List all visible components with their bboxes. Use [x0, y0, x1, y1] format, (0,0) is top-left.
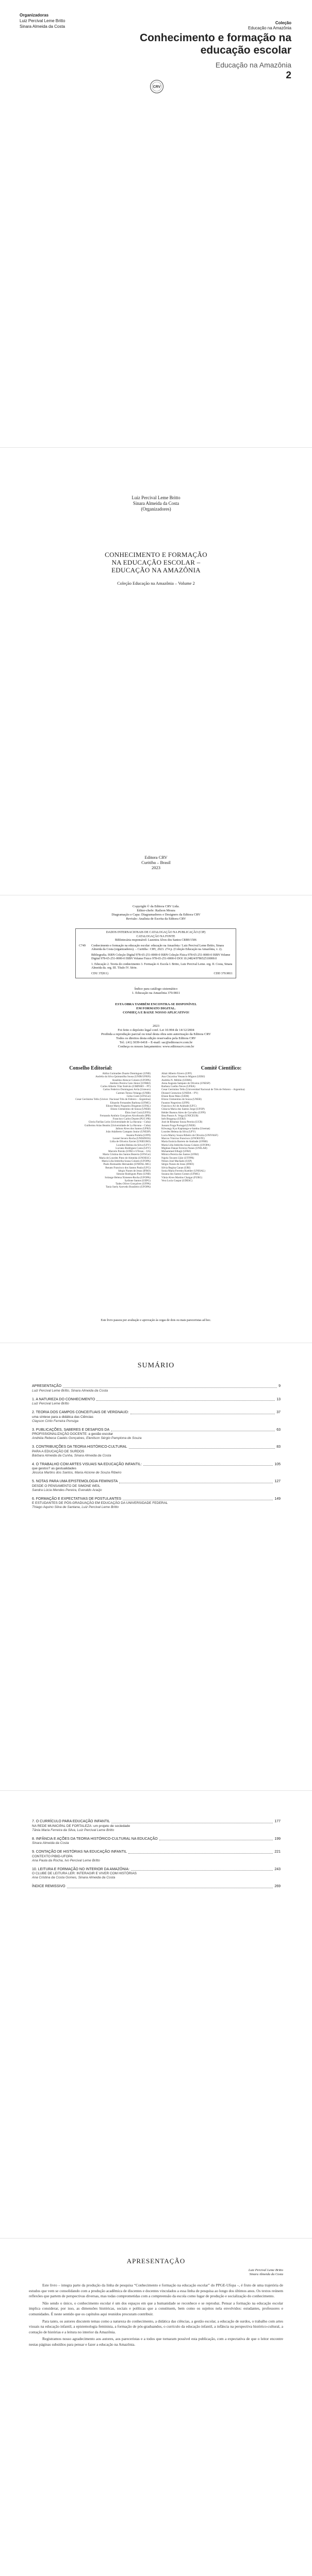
toc-entry[interactable] [32, 1868, 281, 1880]
council-member: Solange Helena Ximenes-Rocha (UFOPA) [105, 1176, 151, 1179]
council-member: Leonel Severo Rocha (UNISINOS) [112, 1137, 151, 1140]
address-line: Proibida a reprodução parcial ou total desta obra sem autorização da Editora CRV [101, 1032, 211, 1036]
toc-entry-title: 3. CONTRIBUIÇÕES DA TEORIA HISTÓRICO-CULTURAL [32, 1445, 127, 1449]
toc-entry-authors: Luiz Percival Leme Britto [32, 1402, 69, 1405]
catalog-paragraph: Conhecimento e formação na educação escolar: educação na Amazônia / Luiz Percival Leme Britto, Sinara Almeida da Costa (organizadores). – Curitiba : CRV, 2023. 274 p. (Coleção Educação na Amazônia, v. 2). [91, 944, 224, 951]
council-member: Antônio Pereira Gaio Júnior (UFRRJ) [110, 1081, 151, 1085]
catalog-entry [79, 944, 233, 976]
author-line: Sinara Almeida da Costa [133, 501, 179, 506]
toc-entry-line [32, 1411, 281, 1415]
council-member: Sydione Santos (UEPG) [124, 1179, 151, 1182]
toc-entry-line [32, 1885, 281, 1889]
council-member: Elizeu Clementino de Souza (UNEB) [110, 1108, 151, 1111]
toc-entry[interactable] [32, 1885, 281, 1889]
catalog-body [91, 944, 233, 976]
toc-entry-subtitle: E ESTUDANTES DE PÓS-GRADUAÇÃO EM EDUCAÇÃO DA UNIVERSIDADE FEDERAL [32, 1501, 168, 1505]
toc-entry-line [32, 1850, 281, 1855]
toc-entry[interactable] [32, 1398, 281, 1406]
toc-entry-title: 4. O TRABALHO COM ARTES VISUAIS NA EDUCAÇÃO INFANTIL: [32, 1462, 142, 1466]
catalog-paragraph: 1. Educação 2. Teoria do conhecimento 3. Formação 4. Escola I. Britto, Luiz Percival Leme. org. II. Costa, Sinara Almeida da. org. III. Título IV. Série. [91, 962, 233, 970]
toc-page-number: 269 [274, 1885, 281, 1888]
toc-entry-subtitle: PARA A EDUCAÇÃO DE SURDOS [32, 1449, 85, 1453]
council-member: Sonia Maria Ferreira Koehler (UNISAL) [161, 1169, 205, 1173]
toc-entry-authors: Andréia Rebeca Caetés Gonçalves, Elenilson Sérgio Pamplona de Souza [32, 1436, 142, 1440]
council-member: Kilwangy Kya Kapitango-a-Samba (Unemat) [161, 1127, 210, 1131]
address-line: Foi feito o depósito legal conf. Lei 10.994 de 14/12/2004 [118, 1028, 194, 1032]
summary-page [0, 1343, 312, 1791]
council-member: Simone Rodrigues Pinto (UNB) [116, 1173, 151, 1176]
toc-entry-title: 8. INFÂNCIA E AÇÕES DA TEORIA HISTÓRICO-CULTURAL NA EDUCAÇÃO [32, 1837, 158, 1841]
toc-entry[interactable] [32, 1411, 281, 1423]
index-line: 1. Educação na Amazônia 370.9811 [132, 991, 180, 995]
council-member: Eliane Rose Maio (UEM) [161, 1095, 189, 1098]
toc-page-number: 105 [274, 1462, 281, 1466]
toc-entry-title: 6. FORMAÇÃO E EXPECTATIVAS DE POSTULANTES [32, 1497, 122, 1501]
title-page-collection: Coleção Educação na Amazônia – Volume 2 [117, 581, 195, 586]
council-member: Suzana dos Santos Gomes (UFMG) [161, 1173, 200, 1176]
toc-leader-dots [143, 1465, 273, 1466]
cover-collection [248, 21, 291, 31]
toc-entry-title: 10. LEITURA E FORMAÇÃO NO INTERIOR DA AMAZÔNIA: [32, 1867, 130, 1871]
presentation-title: APRESENTAÇÃO [126, 2257, 186, 2265]
toc-page-number: 9 [278, 1384, 281, 1388]
presentation-page [0, 2239, 312, 2576]
toc-entry-authors: Luiz Percival Leme Britto, Sinara Almeida da Costa [32, 1388, 108, 1393]
toc-entry-line [32, 1820, 281, 1824]
toc-entry-line [32, 1445, 281, 1450]
council-member: Andréia N. Militão (UEMS) [161, 1078, 192, 1082]
cover-page [0, 0, 312, 448]
council-member: Silvia Regina Canan (URI) [161, 1166, 191, 1170]
editorial-council [31, 1065, 151, 1189]
council-member: Cesar Gerônimo Tello (Univer .Nacional Três de Febrero – Argentina) [75, 1098, 151, 1101]
index-block [0, 987, 312, 995]
toc-entry-subtitle: O CLUBE DE LEITURA LER: INTERAGIR E VIVER COM HISTÓRIAS [32, 1872, 137, 1875]
toc-entry[interactable] [32, 1497, 281, 1510]
toc-entry-line [32, 1398, 281, 1402]
toc-entry-subtitle: PROFISSIONALIZAÇÃO DOCENTE: a gestão escolar [32, 1432, 113, 1436]
presentation-body [29, 2283, 283, 2349]
council-member: Celso Conti (UFSCar) [126, 1095, 151, 1098]
address-line: Todos os direitos desta edição reservados pela Editora CRV [116, 1037, 196, 1040]
scientific-council-list [161, 1072, 281, 1182]
council-member: Jussara Fraga Portugal (UNEB) [161, 1124, 195, 1127]
toc-entry-subtitle: uma síntese para a didática das Ciências [32, 1415, 93, 1419]
copyright-line: Diagramação e Capa: Diagramadores e Designers da Editora CRV [111, 913, 201, 917]
council-member: Josania Portela (UFPI) [126, 1133, 151, 1137]
council-member: Lourdes Helena da Silva (UFV) [116, 1143, 151, 1147]
council-member: Fauston Negreiros (UFPI) [161, 1101, 190, 1105]
toc-entry[interactable] [32, 1445, 281, 1458]
presentation-author: Sinara Almeida da Costa [249, 2273, 283, 2276]
rights-line: CONHEÇA E BAIXE NOSSO APLICATIVO! [122, 1011, 190, 1014]
toc-entry-line [32, 1497, 281, 1502]
toc-entry-subtitle: NA REDE MUNICIPAL DE FORTALEZA: um projeto de sociedade [32, 1824, 130, 1828]
council-member: Francisco Carlos Duarte (PUC-PR) [112, 1117, 151, 1121]
colophon-page [0, 895, 312, 1343]
council-member: Maria Eurácia Barreto de Andrade (UFRB) [161, 1140, 208, 1144]
body-paragraph: Para tanto, os autores discutem temas como a natureza do conhecimento, a didática das ciências, a gestão escolar, a educação de surdos, o trabalho com artes visuais na educação infantil, a epistemologia feminista, a formação de pós-graduandos, o currículo da educação infantil, a infância na perspectiva histórico-cultural, a contação de histórias e a leitura no interior da Amazônia. [29, 2318, 283, 2334]
council-member: Eduardo Fernandes Barbosa (UFMG) [110, 1101, 151, 1105]
catalog-paragraph: Bibliografia. ISBN Coleção Digital 978-65-251-0000-0 ISBN Coleção Física 978-65-251-0000-0 ISBN Volume Digital 978-65-251-0000-0 ISBN Volume Físico 978-65-251-0000-0 DOI 10.24824/978652510000.0 [91, 953, 231, 960]
publisher-line: 2023 [152, 865, 160, 870]
toc-page-number: 37 [276, 1411, 281, 1414]
council-member: Luciano Rodrigues Costa (UFV) [116, 1146, 151, 1150]
toc-entry-title: 5. NOTAS PARA UMA EPISTEMOLOGIA FEMINISTA [32, 1480, 118, 1483]
council-member: Najela Tavares Ujiie (UTFPR) [161, 1156, 194, 1160]
title-page-authors [0, 495, 312, 512]
toc-entry-subtitle: DESDE O PENSAMENTO DE SIMONE WEIL [32, 1484, 101, 1488]
scientific-council [161, 1065, 281, 1189]
council-member: Élsio José Corá (UFFS) [125, 1111, 151, 1114]
council-member: Carmen Tereza Velanga (UNIR) [116, 1091, 151, 1095]
council-member: Tadeu Oliver Gonçalves (UFPA) [116, 1182, 151, 1186]
review-footnote: Este livro passou por avaliação e aprovação às cegas de dois ou mais pareceristas ad hoc. [101, 1319, 211, 1322]
copyright-block [0, 905, 312, 921]
toc-entry-subtitle: que gestos? as gestualidades [32, 1467, 77, 1470]
council-member: Sérgio Nunes de Jesus (IFRO) [118, 1169, 151, 1173]
summary-title: SUMÁRIO [137, 1362, 175, 1369]
catalog-record-box [75, 928, 236, 978]
toc-entry-title: 1. A NATUREZA DO CONHECIMENTO [32, 1397, 95, 1401]
body-paragraph: Este livro – integra parte da produção da linha de pesquisa “Conhecimento e formação na educação escolar” do PPGE-Ufopa –, é fruto de uma trajetória de estudos que vem se consolidando com a produção acadêmica de discentes e docentes vinculados a essa linha de pesquisa ao longo dos últimos anos. Os textos reúnem reflexões que partem de perspectivas diversas, mas todas comprometidas com a compreensão da escola como lugar de produção e socialização do conhecimento. [29, 2283, 283, 2299]
collection-name: Educação na Amazônia [248, 26, 291, 30]
catalog-codes [91, 972, 233, 976]
toc-entry-authors: Bárbara Almeida da Cunha, Sinara Almeida da Costa [32, 1453, 111, 1458]
toc-page-number: 221 [274, 1850, 281, 1854]
council-member: Maria Lília Imbiriba Sousa Colares (UFOPA) [161, 1143, 210, 1147]
council-member: Anselmo Alencar Colares (UFOPA) [112, 1078, 151, 1082]
council-member: Cesar Gerónimo Tello (Universidad Nacional de Três de Febrero – Argentina) [161, 1088, 245, 1092]
council-member: Lídia de Oliveira Xavier (UNIEURO) [110, 1140, 151, 1144]
council-member: Vânia Alves Martins Chaigar (FURG) [161, 1176, 203, 1179]
council-member: Tania Suely Azevedo Brasileiro (UFOPA) [105, 1185, 151, 1189]
council-member: Renato Francisco dos Santos Paula (UFG) [105, 1166, 151, 1170]
toc-leader-dots [131, 1870, 273, 1871]
council-member: Lourdes Helena da Silva (UFV) [161, 1130, 196, 1134]
catalog-number: C749 [79, 944, 86, 947]
rights-line: ESTA OBRA TAMBÉM ENCONTRA-SE DISPONÍVEL [115, 1003, 197, 1006]
toc-entry-authors: Ana Paula da Rocha, Ivo Percival Leme Britto [32, 1858, 100, 1862]
council-member: Francisco Ari de Andrade (UFC) [161, 1104, 196, 1108]
toc-entry-authors: Jéssica Martins dos Santos, Maria Alcione de Souza Ribeiro [32, 1471, 122, 1475]
toc-entry[interactable] [32, 1428, 281, 1441]
toc-entry-title: 3. PUBLICAÇÕES, SABERES E DESAFIOS DA [32, 1428, 110, 1432]
toc-entry-title: 9. CONTAÇÃO DE HISTÓRIAS NA EDUCAÇÃO INFANTIL [32, 1850, 127, 1854]
council-member: Lucia Marisy Souza Ribeiro de Oliveira (UNIVASF) [161, 1133, 218, 1137]
copyright-line: Copyright © da Editora CRV Ltda. [133, 905, 179, 908]
council-member: Mônica Pereira dos Santos (UFRJ) [161, 1153, 199, 1157]
publisher-line: Editora CRV [144, 855, 168, 860]
title-line: NA EDUCAÇÃO ESCOLAR – [111, 558, 201, 566]
cover-organizers [20, 12, 65, 29]
presentation-author: Luiz Percival Leme Britto [248, 2268, 283, 2272]
council-member: Míghian Danae Ferreira Nunes (UNILAB) [161, 1146, 207, 1150]
council-member: Elizeu Clementino de Souza (UNEB) [161, 1098, 202, 1101]
publisher-line: Curitiba – Brasil [141, 860, 171, 865]
council-member: José de Ribamar Sousa Pereira (UCB) [161, 1121, 203, 1124]
council-member: Jailson Alves dos Santos (UFRJ) [115, 1127, 151, 1131]
summary-continued-page [0, 1791, 312, 2239]
toc-leader-dots [63, 1387, 277, 1388]
council-member: Carlos Alberto Vilar Estêvão (UMINHO – PT) [101, 1085, 151, 1089]
council-member: Mohammed Elhajji (UFRJ) [161, 1150, 191, 1154]
council-member: Gláucia Maria dos Santos Jorge (UFOP) [161, 1108, 205, 1111]
cover-subtitle: Educação na Amazônia [215, 61, 291, 69]
toc-page-number: 149 [274, 1497, 281, 1501]
toc-page-number: 63 [276, 1428, 281, 1432]
toc-page-number: 13 [276, 1397, 281, 1401]
collection-label: Coleção [275, 21, 291, 25]
toc-entry-line [32, 1428, 281, 1433]
author-line: (Organizadores) [141, 506, 171, 512]
council-member: Inês Bragança (UERJ) [161, 1117, 186, 1121]
council-member: Gloria Fariñas León (Universidade de La Havana – Cuba) [88, 1121, 151, 1124]
organizers-label: Organizadoras [20, 13, 49, 18]
body-paragraph: Não sendo o único, o conhecimento escolar é um dos espaços em que a humanidade se reconhece e se reproduz. Pensar a formação na educação escolar implica considerar, por isso, as dimensões históricas, sociais e políticas que a constituem, bem como os sujeitos nela envolvidos: estudantes, professores e comunidades. É neste sentido que os capítulos aqui reunidos procuram contribuir. [29, 2300, 283, 2316]
copyright-line: Editor-chefe: Railson Moura [137, 909, 175, 912]
council-member: Paulo Romualdo Hernandes (UNIFAL-MG) [103, 1163, 151, 1166]
council-member: Altair Alberto Fávero (UPF) [161, 1072, 192, 1075]
toc-leader-dots [129, 1448, 275, 1449]
editorial-council-list [31, 1072, 151, 1189]
copyright-line: Revisão: Analista de Escrita da Editora CRV [126, 917, 186, 921]
toc-page-number: 83 [276, 1445, 281, 1449]
catalog-code: CDU 37(811) [91, 972, 108, 975]
address-line[interactable]: Conheça os nossos lançamentos: www.editoracrv.com.br [118, 1045, 194, 1048]
toc-entry-authors: Sinara Almeida da Costa [32, 1841, 69, 1845]
toc-page-number: 177 [274, 1820, 281, 1823]
title-line: CONHECIMENTO E FORMAÇÃO [105, 551, 207, 558]
rights-block [0, 1003, 312, 1015]
council-member: Maria Lília Imbiriba Sousa Colares (UFOPA) [102, 1160, 151, 1163]
toc-entry[interactable] [32, 1463, 281, 1476]
toc-entry[interactable] [32, 1480, 281, 1493]
presentation-authors [249, 2268, 283, 2277]
toc-page-number: 127 [274, 1480, 281, 1483]
toc-entry-authors: Clayson Cirilo Ferreira Ponsiga [32, 1419, 78, 1423]
toc-entry-title: 7. O CURRÍCULO PARA EDUCAÇÃO INFANTIL [32, 1820, 110, 1823]
council-member: Helder Buenos Aires de Carvalho (UFPI) [161, 1111, 206, 1114]
crv-logo-icon [150, 79, 164, 94]
council-member: Maria de Lourdes Pinto de Almeida (UNOESC) [99, 1156, 151, 1160]
address-line: 2023 [153, 1024, 159, 1028]
council-columns [31, 1065, 281, 1189]
toc-entry[interactable] [32, 1384, 281, 1393]
title-page-publisher [0, 855, 312, 870]
organizer-name: Luiz Percival Leme Britto [20, 19, 65, 23]
title-page [0, 448, 312, 895]
toc-entry-authors: Sandra Lúcia Mendes Pereira, Everaldo Araújo [32, 1488, 102, 1492]
council-member: Anna Augusta Sampaio de Oliveira (UNESP) [161, 1081, 210, 1085]
toc-entry-line [32, 1837, 281, 1842]
toc-leader-dots [128, 1853, 273, 1854]
toc-entry[interactable] [32, 1837, 281, 1846]
rights-line: EM FORMATO DIGITAL. [136, 1007, 176, 1010]
toc-entry[interactable] [32, 1820, 281, 1833]
catalog-header [79, 931, 233, 943]
toc-entry-line [32, 1868, 281, 1872]
body-paragraph: Registramos nosso agradecimento aos autores, aos pareceristas e a todos que tornaram possível esta publicação, com a expectativa de que o leitor encontre nestas páginas subsídios para pensar e fazer a educação na Amazônia. [29, 2336, 283, 2347]
council-member: Andréia da Silva Quintanilha Sousa (UNIR/UFRN) [95, 1075, 151, 1079]
council-member: Marcelo Paixão (UFRJ e UTexas – US) [108, 1150, 151, 1154]
toc-entry-title: 2. TEORIA DOS CAMPOS CONCEITUAIS DE VERGNAUD: [32, 1411, 129, 1414]
council-member: João Adalberto Campato Junior (UNESP) [106, 1130, 151, 1134]
table-of-contents-continued [32, 1820, 281, 1894]
toc-entry-authors: Ana Cristina da Costa Gomes, Sinara Almeida da Costa [32, 1876, 116, 1879]
author-line: Luiz Percival Leme Britto [132, 495, 180, 500]
toc-leader-dots [96, 1400, 275, 1401]
council-member: Guillermo Arias Beatón (Universidade de La Havana – Cuba) [84, 1124, 151, 1127]
council-member: Maria Cristina dos Santos Bezerra (UFSCar) [103, 1153, 151, 1157]
toc-entry-line [32, 1480, 281, 1484]
council-member: Ana Chrystina Venancio Mignot (UERJ) [161, 1075, 205, 1079]
toc-entry-authors: Thiago Aquino Silva de Santana, Luiz Percival Leme Britto [32, 1505, 119, 1509]
council-member: Fernando Antônio Gonçalves Alcoforado (IPB) [100, 1114, 151, 1117]
index-line: Índice para catálogo sistemático [134, 987, 178, 991]
toc-entry[interactable] [32, 1850, 281, 1863]
toc-entry-title: ÍNDICE REMISSIVO [32, 1885, 65, 1888]
council-member: Barbara Coelho Neves (UFBA) [161, 1085, 195, 1089]
toc-entry-subtitle: CONTEXTO PIBID-UFOPA [32, 1854, 73, 1858]
catalog-header-line: Bibliotecária responsável: Luzenira Alves dos Santos CRB9/1506 [115, 939, 196, 942]
catalog-header-line: CATALOGAÇÃO NA FONTE [136, 935, 175, 938]
council-member: Sérgio Nunes de Jesus (IFRO) [161, 1163, 194, 1166]
toc-entry-title: APRESENTAÇÃO [32, 1384, 62, 1388]
address-block [0, 1024, 312, 1049]
toc-entry-authors: Tânia Maria Ferreira da Silva, Luiz Percival Leme Britto [32, 1828, 114, 1832]
council-member: Nilson José Machado (USP) [161, 1160, 192, 1163]
council-member: Elione Maria Nogueira Diogenes (UFAL) [106, 1104, 151, 1108]
title-line: EDUCAÇÃO NA AMAZÔNIA [111, 566, 201, 574]
council-member: Diosnel Centurion (UNIDA – PY) [161, 1091, 199, 1095]
scientific-council-title: Comitê Científico: [201, 1065, 242, 1071]
council-member: Ilma Passos A. Veiga (UNICEUB) [161, 1114, 199, 1117]
council-member: Vera Lucia Gaspar (UDESC) [161, 1179, 193, 1182]
organizer-name: Sinara Almeida da Costa [20, 24, 65, 29]
cover-volume: 2 [286, 70, 291, 81]
cover-title: Conhecimento e formação na educação escolar [139, 32, 291, 56]
toc-page-number: 199 [274, 1837, 281, 1841]
address-line: Tel.: (41) 3039-6418 – E-mail: sac@editoracrv.com.br [119, 1041, 193, 1044]
catalog-header-line: DADOS INTERNACIONAIS DE CATALOGAÇÃO NA PUBLICAÇÃO (CIP) [106, 931, 206, 934]
council-member: Carlos Federico Dominguez Avila (Unieuro) [103, 1088, 151, 1092]
table-of-contents [32, 1384, 281, 1514]
title-page-title [0, 551, 312, 574]
toc-page-number: 243 [274, 1867, 281, 1871]
editorial-council-title: Conselho Editorial: [69, 1065, 112, 1071]
council-member: Aldira Guimarães Duarte Domínguez (UNB) [102, 1072, 151, 1075]
council-member: Marcos Vinicius Francisco (UNOESTE) [161, 1137, 205, 1140]
crv-logo-text: CRV [153, 85, 161, 89]
toc-entry-line [32, 1384, 281, 1389]
catalog-code: CDD 370.9811 [214, 972, 233, 975]
toc-entry-line [32, 1463, 281, 1467]
